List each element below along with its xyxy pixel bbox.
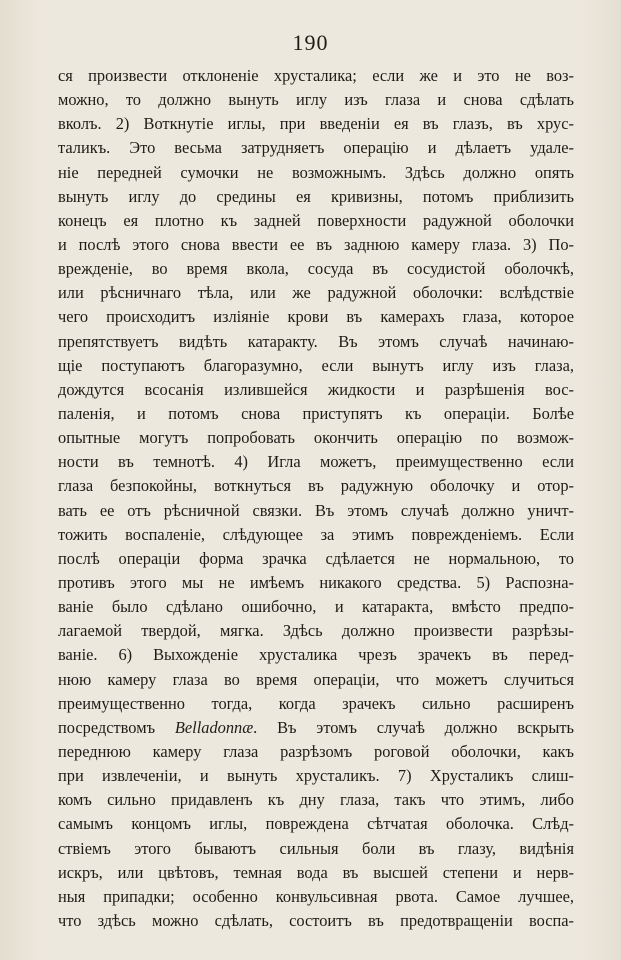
text-line: глаза безпокойны, воткнуться въ радужную оболочку и отор- <box>58 476 574 496</box>
text-line: что здѣсь можно сдѣлать, состоитъ въ предотвращеніи воспа- <box>58 910 574 930</box>
text-line: ныя припадки; особенно конвульсивная рвота. Самое лучшее, <box>58 886 574 906</box>
text-line: можно, то должно вынуть иглу изъ глаза и снова сдѣлать <box>58 90 574 110</box>
text-line: тожить воспаленіе, слѣдующее за этимъ поврежденіемъ. Если <box>58 524 574 544</box>
text-line: вынуть иглу до средины ея кривизны, потомъ приблизить <box>58 186 574 206</box>
page-number: 190 <box>292 30 329 55</box>
text-line: и послѣ этого снова ввести ее въ заднюю камеру глаза. 3) По- <box>58 234 574 254</box>
text-line: лагаемой твердой, мягка. Здѣсь должно произвести разрѣзы- <box>58 621 574 641</box>
text-line: вать ее отъ рѣсничной связки. Въ этомъ случаѣ должно уничт- <box>58 500 574 520</box>
text-line: чего происходитъ изліяніе крови въ камерахъ глаза, которое <box>58 307 574 327</box>
text-line: врежденіе, во время вкола, сосуда въ сосудистой оболочкѣ, <box>58 259 574 279</box>
text-line: преимущественно тогда, когда зрачекъ сильно расширенъ <box>58 693 574 713</box>
text-line: дождутся всосанія излившейся жидкости и разрѣшенія вос- <box>58 379 574 399</box>
text-line: комъ сильно придавленъ къ дну глаза, такъ что этимъ, либо <box>58 790 574 810</box>
text-line: паленія, и потомъ снова приступятъ къ операціи. Болѣе <box>58 403 574 423</box>
latin-term: Belladonnæ <box>174 717 254 737</box>
text-line: щіе поступаютъ благоразумно, если вынутъ иглу изъ глаза, <box>58 355 574 375</box>
text-line: послѣ операціи форма зрачка сдѣлается не нормальною, то <box>58 548 574 568</box>
text-line: самымъ концомъ иглы, повреждена сѣтчатая оболочка. Слѣд- <box>58 814 574 834</box>
text-line: противъ этого мы не имѣемъ никакого средства. 5) Распозна- <box>58 572 574 592</box>
text-line: конецъ ея плотно къ задней поверхности радужной оболочки <box>58 210 574 230</box>
text-line: посредствомъ Belladonnæ. Въ этомъ случаѣ должно вскрыть <box>58 717 574 737</box>
text-line: ваніе. 6) Выхожденіе хрусталика чрезъ зрачекъ въ перед- <box>58 645 574 665</box>
text-line: ся произвести отклоненіе хрусталика; если же и это не воз- <box>58 66 574 85</box>
text-line: переднюю камеру глаза разрѣзомъ роговой оболочки, какъ <box>58 741 574 761</box>
text-line: таликъ. Это весьма затрудняетъ операцію и дѣлаетъ удале- <box>58 138 574 158</box>
text-line: вколъ. 2) Воткнутіе иглы, при введеніи ея въ глазъ, въ хрус- <box>58 114 574 134</box>
text-line: или рѣсничнаго тѣла, или же радужной оболочки: вслѣдствіе <box>58 283 574 303</box>
body-text <box>58 64 574 933</box>
text-line: препятствуетъ видѣть катаракту. Въ этомъ случаѣ начинаю- <box>58 331 574 351</box>
text-line: искръ, или цвѣтовъ, темная вода въ высшей степени и нерв- <box>58 862 574 882</box>
text-line: нюю камеру глаза во время операціи, что можетъ случиться <box>58 669 574 689</box>
text-line: ствіемъ этого бываютъ сильныя боли въ глазу, видѣнія <box>58 838 574 858</box>
text-line: ваніе было сдѣлано ошибочно, и катаракта, вмѣсто предпо- <box>58 597 574 617</box>
text-line: ніе передней сумочки не возможнымъ. Здѣсь должно опять <box>58 162 574 182</box>
text-line: ности въ темнотѣ. 4) Игла можетъ, преимущественно если <box>58 452 574 472</box>
text-line: при извлеченіи, и вынуть хрусталикъ. 7) Хрусталикъ слиш- <box>58 766 574 786</box>
text-line: опытные могутъ попробовать окончить операцію по возмож- <box>58 428 574 448</box>
